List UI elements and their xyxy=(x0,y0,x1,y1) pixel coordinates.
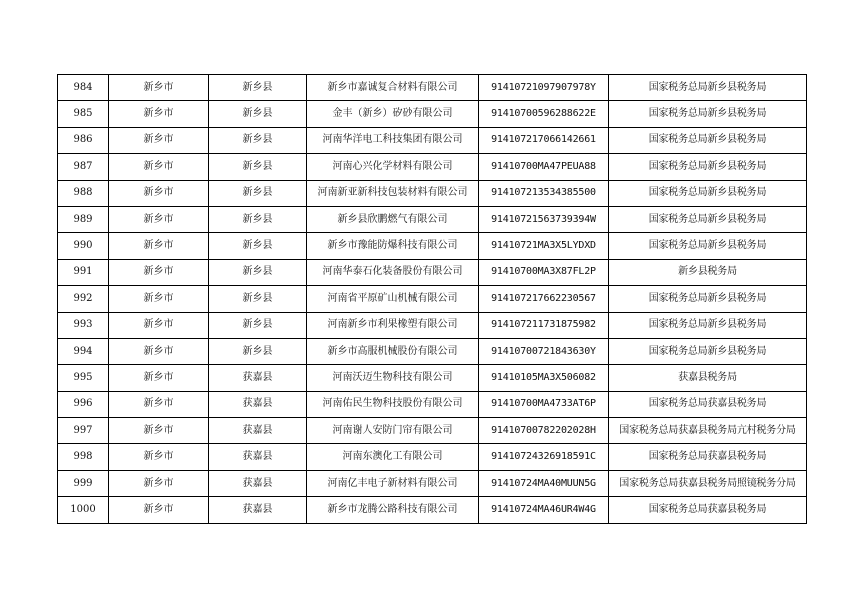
cell-tax-bureau: 国家税务总局新乡县税务局 xyxy=(609,154,807,180)
cell-county: 新乡县 xyxy=(209,312,307,338)
cell-company-name: 河南谢人安防门帘有限公司 xyxy=(307,418,479,444)
cell-city: 新乡市 xyxy=(109,75,209,101)
cell-county: 获嘉县 xyxy=(209,365,307,391)
cell-county: 新乡县 xyxy=(209,233,307,259)
cell-credit-code: 914107217066142661 xyxy=(479,127,609,153)
registry-table-body xyxy=(58,75,807,524)
cell-number: 995 xyxy=(58,365,109,391)
cell-credit-code: 91410724MA46UR4W4G xyxy=(479,497,609,523)
cell-city: 新乡市 xyxy=(109,154,209,180)
cell-county: 获嘉县 xyxy=(209,391,307,417)
table-row xyxy=(58,418,807,444)
cell-city: 新乡市 xyxy=(109,312,209,338)
table-row xyxy=(58,180,807,206)
cell-number: 996 xyxy=(58,391,109,417)
table-row xyxy=(58,286,807,312)
cell-city: 新乡市 xyxy=(109,470,209,496)
cell-county: 新乡县 xyxy=(209,154,307,180)
cell-city: 新乡市 xyxy=(109,338,209,364)
cell-credit-code: 91410721MA3X5LYDXD xyxy=(479,233,609,259)
cell-number: 992 xyxy=(58,286,109,312)
cell-company-name: 河南新亚新科技包装材料有限公司 xyxy=(307,180,479,206)
cell-city: 新乡市 xyxy=(109,206,209,232)
cell-city: 新乡市 xyxy=(109,444,209,470)
cell-company-name: 金丰（新乡）矽砂有限公司 xyxy=(307,101,479,127)
cell-tax-bureau: 国家税务总局新乡县税务局 xyxy=(609,75,807,101)
table-row xyxy=(58,259,807,285)
cell-county: 获嘉县 xyxy=(209,444,307,470)
cell-company-name: 新乡市高服机械股份有限公司 xyxy=(307,338,479,364)
table-row xyxy=(58,312,807,338)
table-row xyxy=(58,233,807,259)
cell-number: 984 xyxy=(58,75,109,101)
cell-city: 新乡市 xyxy=(109,101,209,127)
cell-tax-bureau: 国家税务总局新乡县税务局 xyxy=(609,338,807,364)
cell-number: 997 xyxy=(58,418,109,444)
cell-credit-code: 91410700MA3X87FL2P xyxy=(479,259,609,285)
cell-tax-bureau: 国家税务总局新乡县税务局 xyxy=(609,101,807,127)
cell-number: 986 xyxy=(58,127,109,153)
cell-city: 新乡市 xyxy=(109,180,209,206)
cell-credit-code: 91410724MA40MUUN5G xyxy=(479,470,609,496)
cell-company-name: 新乡县欣鹏燃气有限公司 xyxy=(307,206,479,232)
cell-county: 获嘉县 xyxy=(209,497,307,523)
cell-company-name: 新乡市龙腾公路科技有限公司 xyxy=(307,497,479,523)
cell-tax-bureau: 新乡县税务局 xyxy=(609,259,807,285)
cell-county: 新乡县 xyxy=(209,259,307,285)
table-row xyxy=(58,365,807,391)
cell-city: 新乡市 xyxy=(109,233,209,259)
cell-city: 新乡市 xyxy=(109,391,209,417)
cell-tax-bureau: 国家税务总局获嘉县税务局 xyxy=(609,444,807,470)
cell-credit-code: 914107217662230567 xyxy=(479,286,609,312)
cell-tax-bureau: 国家税务总局获嘉县税务局照镜税务分局 xyxy=(609,470,807,496)
cell-tax-bureau: 国家税务总局新乡县税务局 xyxy=(609,233,807,259)
cell-number: 1000 xyxy=(58,497,109,523)
cell-credit-code: 91410721563739394W xyxy=(479,206,609,232)
cell-number: 999 xyxy=(58,470,109,496)
cell-city: 新乡市 xyxy=(109,286,209,312)
table-row xyxy=(58,391,807,417)
cell-credit-code: 914107213534385500 xyxy=(479,180,609,206)
table-row xyxy=(58,75,807,101)
cell-credit-code: 91410700MA47PEUA88 xyxy=(479,154,609,180)
cell-company-name: 河南心兴化学材料有限公司 xyxy=(307,154,479,180)
cell-number: 991 xyxy=(58,259,109,285)
cell-number: 988 xyxy=(58,180,109,206)
cell-county: 获嘉县 xyxy=(209,418,307,444)
cell-county: 新乡县 xyxy=(209,206,307,232)
cell-county: 新乡县 xyxy=(209,127,307,153)
cell-credit-code: 91410724326918591C xyxy=(479,444,609,470)
cell-city: 新乡市 xyxy=(109,418,209,444)
cell-credit-code: 91410721097907978Y xyxy=(479,75,609,101)
cell-company-name: 河南东澳化工有限公司 xyxy=(307,444,479,470)
table-row xyxy=(58,497,807,523)
cell-number: 993 xyxy=(58,312,109,338)
cell-tax-bureau: 获嘉县税务局 xyxy=(609,365,807,391)
cell-company-name: 新乡市嘉诚复合材料有限公司 xyxy=(307,75,479,101)
cell-tax-bureau: 国家税务总局新乡县税务局 xyxy=(609,286,807,312)
cell-city: 新乡市 xyxy=(109,127,209,153)
cell-number: 989 xyxy=(58,206,109,232)
cell-county: 新乡县 xyxy=(209,180,307,206)
cell-credit-code: 914107211731875982 xyxy=(479,312,609,338)
cell-tax-bureau: 国家税务总局新乡县税务局 xyxy=(609,206,807,232)
cell-credit-code: 91410700782202028H xyxy=(479,418,609,444)
cell-credit-code: 91410700MA4733AT6P xyxy=(479,391,609,417)
table-row xyxy=(58,101,807,127)
cell-company-name: 河南亿丰电子新材料有限公司 xyxy=(307,470,479,496)
cell-tax-bureau: 国家税务总局新乡县税务局 xyxy=(609,127,807,153)
cell-number: 994 xyxy=(58,338,109,364)
registry-table xyxy=(57,74,807,524)
cell-county: 新乡县 xyxy=(209,75,307,101)
cell-tax-bureau: 国家税务总局获嘉县税务局 xyxy=(609,391,807,417)
cell-company-name: 新乡市豫能防爆科技有限公司 xyxy=(307,233,479,259)
table-row xyxy=(58,154,807,180)
table-row xyxy=(58,127,807,153)
cell-city: 新乡市 xyxy=(109,365,209,391)
cell-tax-bureau: 国家税务总局获嘉县税务局 xyxy=(609,497,807,523)
cell-county: 新乡县 xyxy=(209,338,307,364)
cell-county: 新乡县 xyxy=(209,101,307,127)
cell-credit-code: 91410700596288622E xyxy=(479,101,609,127)
table-row xyxy=(58,338,807,364)
cell-company-name: 河南沃迈生物科技有限公司 xyxy=(307,365,479,391)
cell-company-name: 河南新乡市利果橡塑有限公司 xyxy=(307,312,479,338)
cell-credit-code: 91410700721843630Y xyxy=(479,338,609,364)
cell-company-name: 河南华洋电工科技集团有限公司 xyxy=(307,127,479,153)
cell-city: 新乡市 xyxy=(109,497,209,523)
cell-tax-bureau: 国家税务总局获嘉县税务局亢村税务分局 xyxy=(609,418,807,444)
cell-credit-code: 91410105MA3X506082 xyxy=(479,365,609,391)
cell-company-name: 河南省平原矿山机械有限公司 xyxy=(307,286,479,312)
table-row xyxy=(58,470,807,496)
cell-city: 新乡市 xyxy=(109,259,209,285)
cell-number: 985 xyxy=(58,101,109,127)
cell-company-name: 河南华泰石化装备股份有限公司 xyxy=(307,259,479,285)
table-row xyxy=(58,206,807,232)
cell-company-name: 河南佑民生物科技股份有限公司 xyxy=(307,391,479,417)
cell-tax-bureau: 国家税务总局新乡县税务局 xyxy=(609,180,807,206)
cell-number: 998 xyxy=(58,444,109,470)
cell-number: 987 xyxy=(58,154,109,180)
table-row xyxy=(58,444,807,470)
cell-county: 新乡县 xyxy=(209,286,307,312)
cell-tax-bureau: 国家税务总局新乡县税务局 xyxy=(609,312,807,338)
cell-county: 获嘉县 xyxy=(209,470,307,496)
cell-number: 990 xyxy=(58,233,109,259)
